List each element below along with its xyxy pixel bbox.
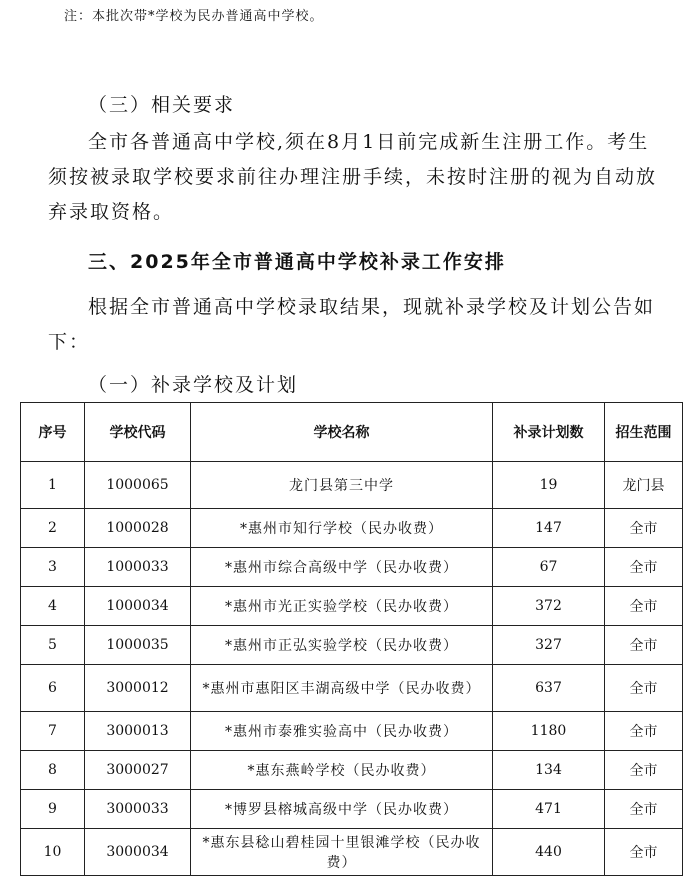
cell-scope: 全市 [605, 790, 683, 829]
section-heading-supplementary: 三、2025年全市普通高中学校补录工作安排 [88, 251, 506, 273]
cell-name: *博罗县榕城高级中学（民办收费） [191, 790, 493, 829]
table-row [21, 790, 683, 829]
requirements-paragraph: 全市各普通高中学校,须在8月1日前完成新生注册工作。考生须按被录取学校要求前往办理注册手续，未按时注册的视为自动放弃录取资格。 [48, 131, 658, 223]
cell-name: *惠州市正弘实验学校（民办收费） [191, 626, 493, 665]
cell-code: 1000065 [85, 462, 191, 509]
announcement-paragraph: 根据全市普通高中学校录取结果，现就补录学校及计划公告如下： [48, 296, 656, 353]
cell-scope: 全市 [605, 509, 683, 548]
cell-scope: 全市 [605, 712, 683, 751]
table-header-row [21, 403, 683, 462]
cell-code: 1000034 [85, 587, 191, 626]
cell-plan: 327 [493, 626, 605, 665]
cell-no: 4 [21, 587, 85, 626]
header-scope: 招生范围 [605, 403, 683, 462]
cell-no: 10 [21, 829, 85, 876]
table-row [21, 626, 683, 665]
cell-no: 1 [21, 462, 85, 509]
cell-no: 8 [21, 751, 85, 790]
cell-plan: 637 [493, 665, 605, 712]
cell-name: *惠东县稔山碧桂园十里银滩学校（民办收费） [191, 829, 493, 876]
header-plan: 补录计划数 [493, 403, 605, 462]
header-no: 序号 [21, 403, 85, 462]
supplementary-plan-table [20, 402, 683, 876]
cell-code: 3000013 [85, 712, 191, 751]
cell-no: 3 [21, 548, 85, 587]
cell-no: 6 [21, 665, 85, 712]
cell-code: 3000012 [85, 665, 191, 712]
cell-plan: 19 [493, 462, 605, 509]
cell-name: *惠州市知行学校（民办收费） [191, 509, 493, 548]
footnote: 注：本批次带*学校为民办普通高中学校。 [64, 9, 324, 24]
table-row [21, 462, 683, 509]
cell-code: 1000033 [85, 548, 191, 587]
cell-scope: 全市 [605, 587, 683, 626]
cell-plan: 440 [493, 829, 605, 876]
cell-code: 1000035 [85, 626, 191, 665]
table-row [21, 751, 683, 790]
cell-scope: 全市 [605, 829, 683, 876]
cell-name: *惠州市光正实验学校（民办收费） [191, 587, 493, 626]
cell-code: 3000027 [85, 751, 191, 790]
header-name: 学校名称 [191, 403, 493, 462]
cell-scope: 全市 [605, 751, 683, 790]
table-row [21, 665, 683, 712]
cell-no: 2 [21, 509, 85, 548]
cell-no: 7 [21, 712, 85, 751]
cell-plan: 67 [493, 548, 605, 587]
cell-scope: 全市 [605, 665, 683, 712]
cell-name: 龙门县第三中学 [191, 462, 493, 509]
table-row [21, 712, 683, 751]
subheading-schools-plan: （一）补录学校及计划 [88, 374, 299, 396]
table-row [21, 509, 683, 548]
header-code: 学校代码 [85, 403, 191, 462]
cell-no: 5 [21, 626, 85, 665]
cell-code: 3000034 [85, 829, 191, 876]
cell-scope: 全市 [605, 548, 683, 587]
cell-name: *惠州市综合高级中学（民办收费） [191, 548, 493, 587]
cell-no: 9 [21, 790, 85, 829]
cell-plan: 1180 [493, 712, 605, 751]
cell-scope: 全市 [605, 626, 683, 665]
cell-scope: 龙门县 [605, 462, 683, 509]
cell-name: *惠东燕岭学校（民办收费） [191, 751, 493, 790]
cell-plan: 372 [493, 587, 605, 626]
cell-name: *惠州市泰雅实验高中（民办收费） [191, 712, 493, 751]
table-row [21, 548, 683, 587]
cell-plan: 134 [493, 751, 605, 790]
table-row [21, 829, 683, 876]
cell-plan: 471 [493, 790, 605, 829]
cell-plan: 147 [493, 509, 605, 548]
table-row [21, 587, 683, 626]
section-subheading-requirements: （三）相关要求 [88, 94, 236, 116]
cell-code: 3000033 [85, 790, 191, 829]
cell-name: *惠州市惠阳区丰湖高级中学（民办收费） [191, 665, 493, 712]
cell-code: 1000028 [85, 509, 191, 548]
